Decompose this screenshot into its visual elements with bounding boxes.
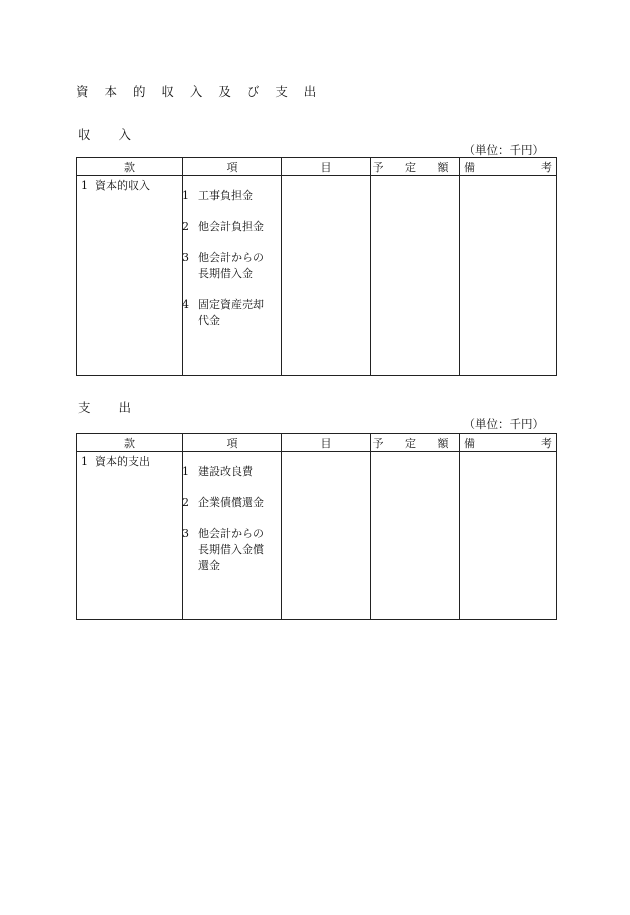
income-item: 2 他会計負担金	[182, 220, 264, 233]
income-item: 1 工事負担金	[182, 189, 253, 202]
header-biko: 備 考	[460, 158, 557, 176]
header-kou: 項	[183, 434, 282, 452]
income-section-label: 収 入	[78, 127, 143, 142]
expense-kan-cell	[77, 452, 183, 620]
expense-body-row	[77, 452, 557, 620]
income-body-row	[77, 176, 557, 376]
kan-number: 1	[81, 179, 88, 192]
income-kou-cell	[183, 176, 282, 376]
expense-moku-cell	[282, 452, 371, 620]
income-table	[76, 157, 557, 376]
income-moku-cell	[282, 176, 371, 376]
income-header-row	[77, 158, 557, 176]
income-item: 3 他会計からの 長期借入金	[182, 251, 264, 280]
header-kan: 款	[77, 434, 183, 452]
expense-section-label: 支 出	[78, 400, 143, 415]
expense-header-row	[77, 434, 557, 452]
header-moku: 目	[282, 158, 371, 176]
header-kou: 項	[183, 158, 282, 176]
header-yotei: 予 定 額	[371, 158, 460, 176]
kan-label: 資本的支出	[95, 455, 150, 468]
expense-item: 2 企業債償還金	[182, 496, 264, 509]
income-item: 4 固定資産売却 代金	[182, 298, 264, 327]
header-moku: 目	[282, 434, 371, 452]
header-biko: 備 考	[460, 434, 557, 452]
expense-item: 3 他会計からの 長期借入金償 還金	[182, 527, 264, 572]
expense-item: 1 建設改良費	[182, 465, 253, 478]
expense-biko-cell	[460, 452, 557, 620]
page-title: 資 本 的 収 入 及 び 支 出	[76, 84, 323, 99]
expense-table	[76, 433, 557, 620]
income-yotei-cell	[371, 176, 460, 376]
kan-label: 資本的収入	[95, 179, 150, 192]
kan-number: 1	[81, 455, 88, 468]
income-biko-cell	[460, 176, 557, 376]
header-yotei: 予 定 額	[371, 434, 460, 452]
expense-unit-label: （単位：千円）	[463, 417, 544, 431]
income-unit-label: （単位：千円）	[463, 143, 544, 157]
expense-yotei-cell	[371, 452, 460, 620]
expense-kou-cell	[183, 452, 282, 620]
income-kan-cell	[77, 176, 183, 376]
header-kan: 款	[77, 158, 183, 176]
